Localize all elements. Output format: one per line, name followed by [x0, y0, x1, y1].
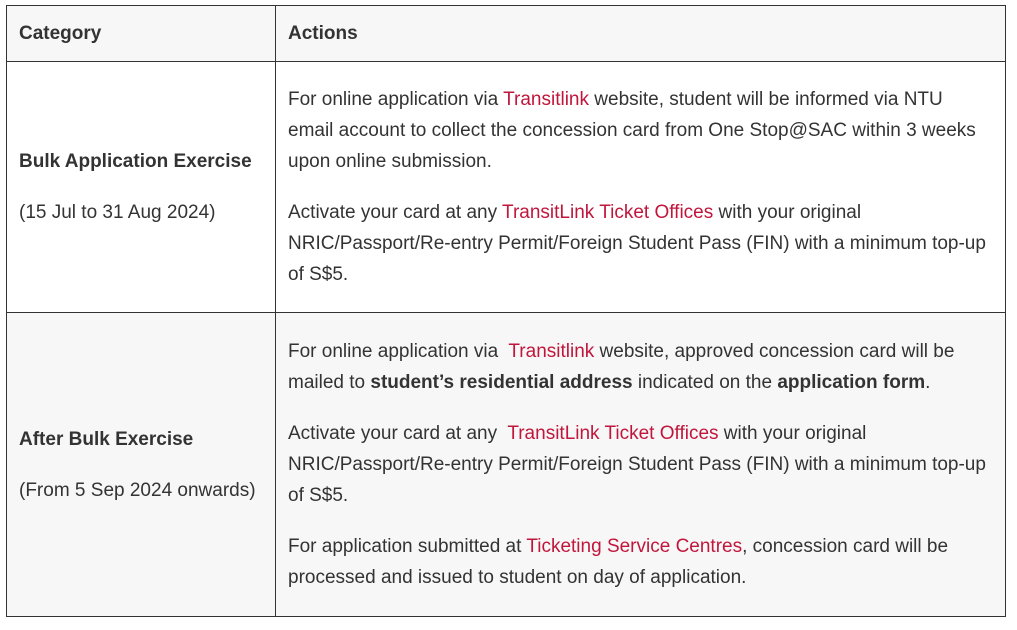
action-paragraph [288, 336, 993, 398]
text: with your original NRIC/Passport/Re-entry Permit/Foreign Student Pass (FIN) with a minimum top-up of S$5. [288, 423, 986, 506]
text: website, student will be informed via NTU email account to collect the concession card from One Stop@SAC within 3 weeks upon online submission. [288, 89, 976, 172]
table-row [7, 62, 1006, 313]
text: For application submitted at [288, 536, 527, 557]
action-paragraph [288, 531, 993, 593]
text: Activate your card at any [288, 423, 508, 444]
header-row [7, 6, 1006, 62]
category-date: (15 Jul to 31 Aug 2024) [19, 202, 216, 223]
category-title: Bulk Application Exercise [19, 151, 252, 172]
bold-text: student’s residential address [370, 372, 633, 393]
table-row [7, 313, 1006, 617]
action-paragraph [288, 84, 993, 177]
text: For online application via [288, 89, 504, 110]
category-date: (From 5 Sep 2024 onwards) [19, 479, 256, 501]
text: indicated on the [632, 372, 778, 393]
actions-cell [276, 313, 1006, 617]
action-paragraph [288, 418, 993, 511]
text: For online application via [288, 341, 509, 362]
action-paragraph [288, 197, 993, 290]
category-cell [7, 62, 276, 313]
bold-text: application form [777, 372, 926, 393]
text: with your original NRIC/Passport/Re-entry Permit/Foreign Student Pass (FIN) with a minimum top-up of S$5. [288, 202, 986, 285]
transitlink-link[interactable]: Transitlink [503, 89, 589, 110]
header-actions: Actions [276, 6, 1006, 62]
transitlink-link[interactable]: Transitlink [508, 341, 595, 362]
actions-cell [276, 62, 1006, 313]
ticket-offices-link[interactable]: TransitLink Ticket Offices [502, 202, 714, 223]
text: . [925, 372, 931, 393]
header-category: Category [7, 6, 276, 62]
ticket-offices-link[interactable]: TransitLink Ticket Offices [507, 423, 719, 444]
category-title: After Bulk Exercise [19, 428, 194, 450]
text: , concession card will be processed and issued to student on day of application. [288, 536, 949, 588]
concession-table [6, 5, 1006, 617]
service-centres-link[interactable]: Ticketing Service Centres [526, 536, 743, 557]
text: Activate your card at any [288, 202, 503, 223]
text: website, approved concession card will be mailed to [288, 341, 955, 393]
category-cell [7, 313, 276, 617]
